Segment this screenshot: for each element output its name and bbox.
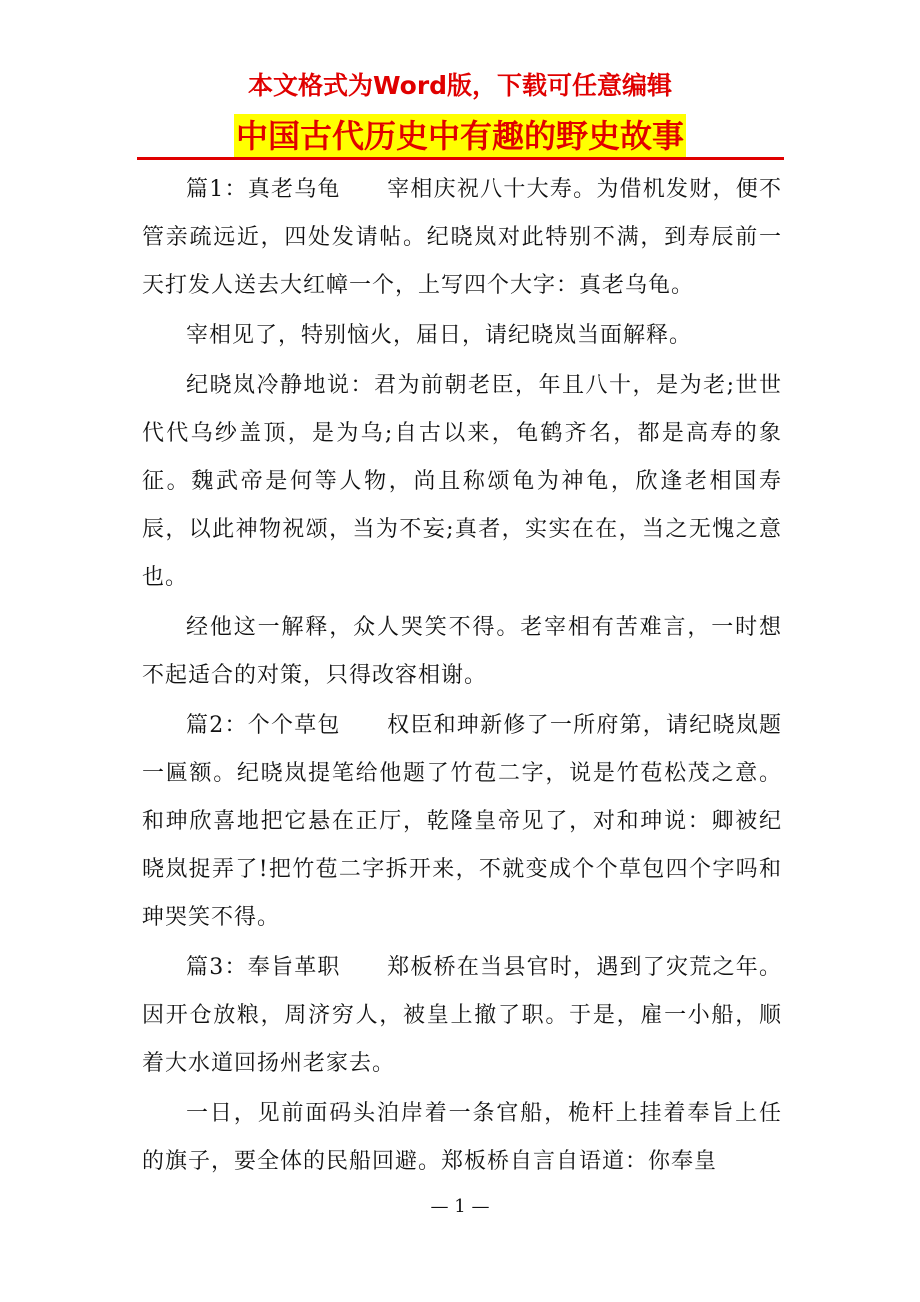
- title-divider: [137, 157, 784, 160]
- page-number: — 1 —: [430, 1196, 490, 1217]
- document-title: 中国古代历史中有趣的野史故事: [234, 114, 686, 158]
- document-body: [142, 166, 782, 1188]
- paragraph: 经他这一解释，众人哭笑不得。老宰相有苦难言，一时想不起适合的对策，只得改容相谢。: [142, 615, 782, 688]
- paragraph: 篇1：真老乌龟 宰相庆祝八十大寿。为借机发财，便不管亲疏远近，四处发请帖。纪晓岚对此特别不满，到寿辰前一天打发人送去大红幛一个，上写四个大字：真老乌龟。: [142, 177, 782, 298]
- paragraph: 一日，见前面码头泊岸着一条官船，桅杆上挂着奉旨上任的旗子，要全体的民船回避。郑板桥自言自语道：你奉皇: [142, 1101, 782, 1174]
- paragraph: 宰相见了，特别恼火，届日，请纪晓岚当面解释。: [186, 323, 693, 348]
- title-wrap: [0, 114, 920, 158]
- paragraph: 篇3：奉旨革职 郑板桥在当县官时，遇到了灾荒之年。因开仓放粮，周济穷人，被皇上撤了职。于是，雇一小船，顺着大水道回扬州老家去。: [142, 955, 782, 1076]
- format-banner: 本文格式为Word版，下载可任意编辑: [247, 71, 673, 100]
- paragraph: 篇2：个个草包 权臣和珅新修了一所府第，请纪晓岚题一匾额。纪晓岚提笔给他题了竹苞二字，说是竹苞松茂之意。和珅欣喜地把它悬在正厅，乾隆皇帝见了，对和珅说：卿被纪晓岚捉弄了!把竹苞二字拆开来，不就变成个个草包四个字吗和珅哭笑不得。: [142, 713, 782, 930]
- paragraph: 纪晓岚冷静地说：君为前朝老臣，年且八十，是为老;世世代代乌纱盖顶，是为乌;自古以来，龟鹤齐名，都是高寿的象征。魏武帝是何等人物，尚且称颂龟为神龟，欣逢老相国寿辰，以此神物祝颂，当为不妄;真者，实实在在，当之无愧之意也。: [142, 373, 782, 590]
